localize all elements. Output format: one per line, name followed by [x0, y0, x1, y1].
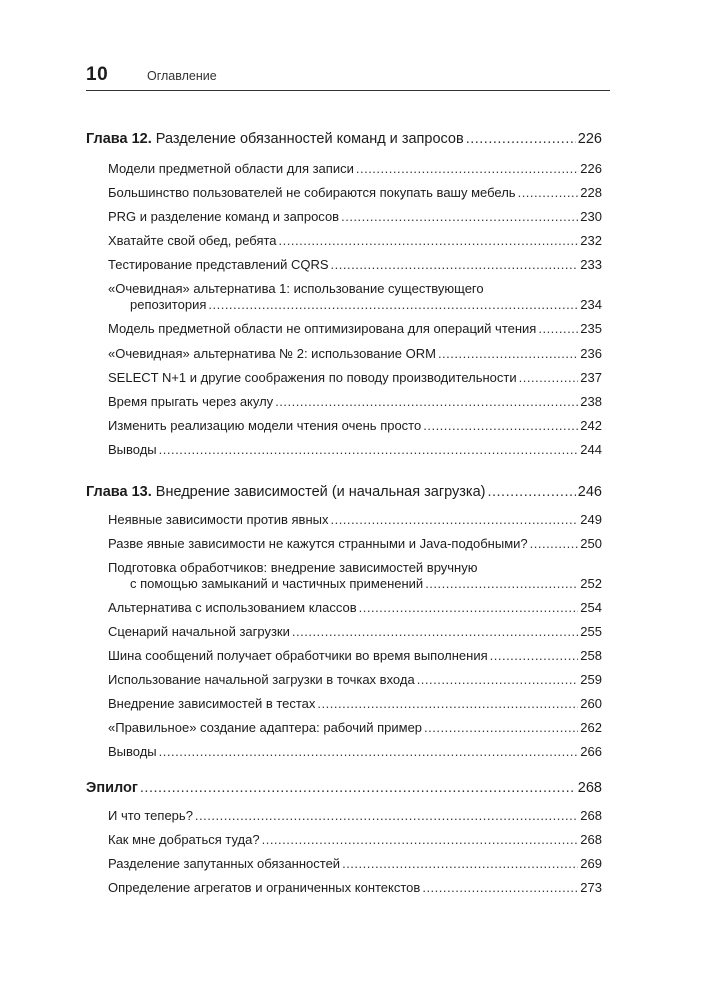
page-ref: 259	[580, 672, 602, 687]
page-ref: 258	[580, 648, 602, 663]
page-ref: 269	[580, 856, 602, 871]
page-ref: 260	[580, 696, 602, 711]
page-ref: 233	[580, 257, 602, 272]
dot-leader	[466, 131, 576, 147]
section-title: Выводы	[108, 744, 157, 759]
dot-leader	[422, 880, 578, 895]
toc-section[interactable]	[130, 297, 602, 312]
running-title: Оглавление	[147, 69, 217, 83]
page-ref: 226	[580, 161, 602, 176]
section-title: Модели предметной области для записи	[108, 161, 354, 176]
dot-leader	[487, 484, 575, 500]
page-ref: 252	[580, 576, 602, 591]
section-title: Модель предметной области не оптимизирована для операций чтения	[108, 321, 537, 336]
toc-section[interactable]	[108, 370, 602, 385]
section-title: И что теперь?	[108, 808, 193, 823]
toc-section[interactable]	[108, 185, 602, 200]
page-ref: 226	[577, 131, 602, 147]
dot-leader	[140, 780, 576, 796]
toc-section[interactable]	[108, 209, 602, 224]
page-ref: 232	[580, 233, 602, 248]
toc-section[interactable]	[108, 161, 602, 176]
section-title: Шина сообщений получает обработчики во время выполнения	[108, 648, 488, 663]
toc-section[interactable]	[108, 832, 602, 847]
page-ref: 228	[580, 185, 602, 200]
toc-section[interactable]	[108, 744, 602, 759]
toc-epilogue[interactable]	[86, 780, 602, 796]
toc-section[interactable]	[108, 257, 602, 272]
chapter-label: Глава 12.	[86, 131, 152, 147]
section-title-line2: репозитория	[130, 297, 207, 312]
dot-leader	[519, 370, 579, 385]
section-title: PRG и разделение команд и запросов	[108, 209, 340, 224]
dot-leader	[195, 808, 578, 823]
section-title: Как мне добраться туда?	[108, 832, 260, 847]
toc-section[interactable]	[108, 536, 602, 551]
page-number: 10	[86, 64, 109, 85]
page-ref: 237	[580, 370, 602, 385]
dot-leader	[208, 297, 578, 312]
toc-chapter-12[interactable]	[86, 131, 602, 147]
toc-section[interactable]	[108, 696, 602, 711]
section-title: Сценарий начальной загрузки	[108, 624, 290, 639]
toc-section[interactable]	[108, 648, 602, 663]
toc-section[interactable]	[130, 576, 602, 591]
dot-leader	[279, 233, 579, 248]
dot-leader	[359, 600, 579, 615]
chapter-label: Эпилог	[86, 780, 138, 796]
section-title-line1[interactable]: «Очевидная» альтернатива 1: использование существующего	[108, 281, 484, 296]
dot-leader	[292, 624, 578, 639]
dot-leader	[425, 576, 578, 591]
dot-leader	[438, 346, 578, 361]
chapter-title: Разделение обязанностей команд и запросов	[155, 131, 464, 147]
dot-leader	[330, 512, 578, 527]
page-ref: 244	[580, 442, 602, 457]
dot-leader	[317, 696, 578, 711]
dot-leader	[159, 442, 579, 457]
page-ref: 268	[580, 832, 602, 847]
toc-section[interactable]	[108, 512, 602, 527]
section-title: Изменить реализацию модели чтения очень просто	[108, 418, 422, 433]
page-ref: 262	[580, 720, 602, 735]
section-title: «Правильное» создание адаптера: рабочий пример	[108, 720, 423, 735]
page-ref: 273	[580, 880, 602, 895]
page-ref: 254	[580, 600, 602, 615]
page-ref: 242	[580, 418, 602, 433]
page-ref: 268	[577, 780, 602, 796]
toc-section[interactable]	[108, 624, 602, 639]
dot-leader	[341, 209, 578, 224]
chapter-title: Внедрение зависимостей (и начальная загрузка)	[155, 484, 486, 500]
toc-section[interactable]	[108, 600, 602, 615]
dot-leader	[356, 161, 578, 176]
section-title: Альтернатива с использованием классов	[108, 600, 357, 615]
toc-section[interactable]	[108, 418, 602, 433]
section-title-line1[interactable]: Подготовка обработчиков: внедрение зависимостей вручную	[108, 560, 478, 575]
page-ref: 236	[580, 346, 602, 361]
page-ref: 255	[580, 624, 602, 639]
page-ref: 268	[580, 808, 602, 823]
running-header	[86, 62, 610, 91]
section-title-line2: с помощью замыканий и частичных применений	[130, 576, 424, 591]
toc-section[interactable]	[108, 880, 602, 895]
toc-section[interactable]	[108, 321, 602, 336]
page-ref: 246	[577, 484, 602, 500]
dot-leader	[530, 536, 579, 551]
dot-leader	[518, 185, 579, 200]
page-ref: 234	[580, 297, 602, 312]
dot-leader	[159, 744, 579, 759]
page-ref: 230	[580, 209, 602, 224]
toc-section[interactable]	[108, 346, 602, 361]
section-title: Тестирование представлений CQRS	[108, 257, 329, 272]
section-title: Время прыгать через акулу	[108, 394, 274, 409]
dot-leader	[275, 394, 578, 409]
dot-leader	[424, 720, 578, 735]
section-title: Разве явные зависимости не кажутся странными и Java-подобными?	[108, 536, 528, 551]
toc-section[interactable]	[108, 720, 602, 735]
section-title: Внедрение зависимостей в тестах	[108, 696, 316, 711]
section-title: SELECT N+1 и другие соображения по поводу производительности	[108, 370, 517, 385]
toc-section[interactable]	[108, 233, 602, 248]
toc-section[interactable]	[108, 442, 602, 457]
toc-section[interactable]	[108, 856, 602, 871]
page-ref: 238	[580, 394, 602, 409]
section-title: Выводы	[108, 442, 157, 457]
dot-leader	[417, 672, 579, 687]
chapter-label: Глава 13.	[86, 484, 152, 500]
toc-section[interactable]	[108, 672, 602, 687]
section-title: Использование начальной загрузки в точках входа	[108, 672, 415, 687]
page-ref: 250	[580, 536, 602, 551]
section-title: Определение агрегатов и ограниченных контекстов	[108, 880, 421, 895]
dot-leader	[490, 648, 579, 663]
toc-chapter-13[interactable]	[86, 484, 602, 500]
page-ref: 235	[580, 321, 602, 336]
section-title: Большинство пользователей не собираются покупать вашу мебель	[108, 185, 516, 200]
section-title: Хватайте свой обед, ребята	[108, 233, 277, 248]
page-ref: 249	[580, 512, 602, 527]
section-title: Разделение запутанных обязанностей	[108, 856, 341, 871]
toc-section[interactable]	[108, 394, 602, 409]
dot-leader	[331, 257, 579, 272]
toc-section[interactable]	[108, 808, 602, 823]
section-title: «Очевидная» альтернатива № 2: использование ORM	[108, 346, 436, 361]
dot-leader	[538, 321, 578, 336]
page-ref: 266	[580, 744, 602, 759]
dot-leader	[342, 856, 578, 871]
dot-leader	[423, 418, 578, 433]
section-title: Неявные зависимости против явных	[108, 512, 329, 527]
dot-leader	[262, 832, 579, 847]
